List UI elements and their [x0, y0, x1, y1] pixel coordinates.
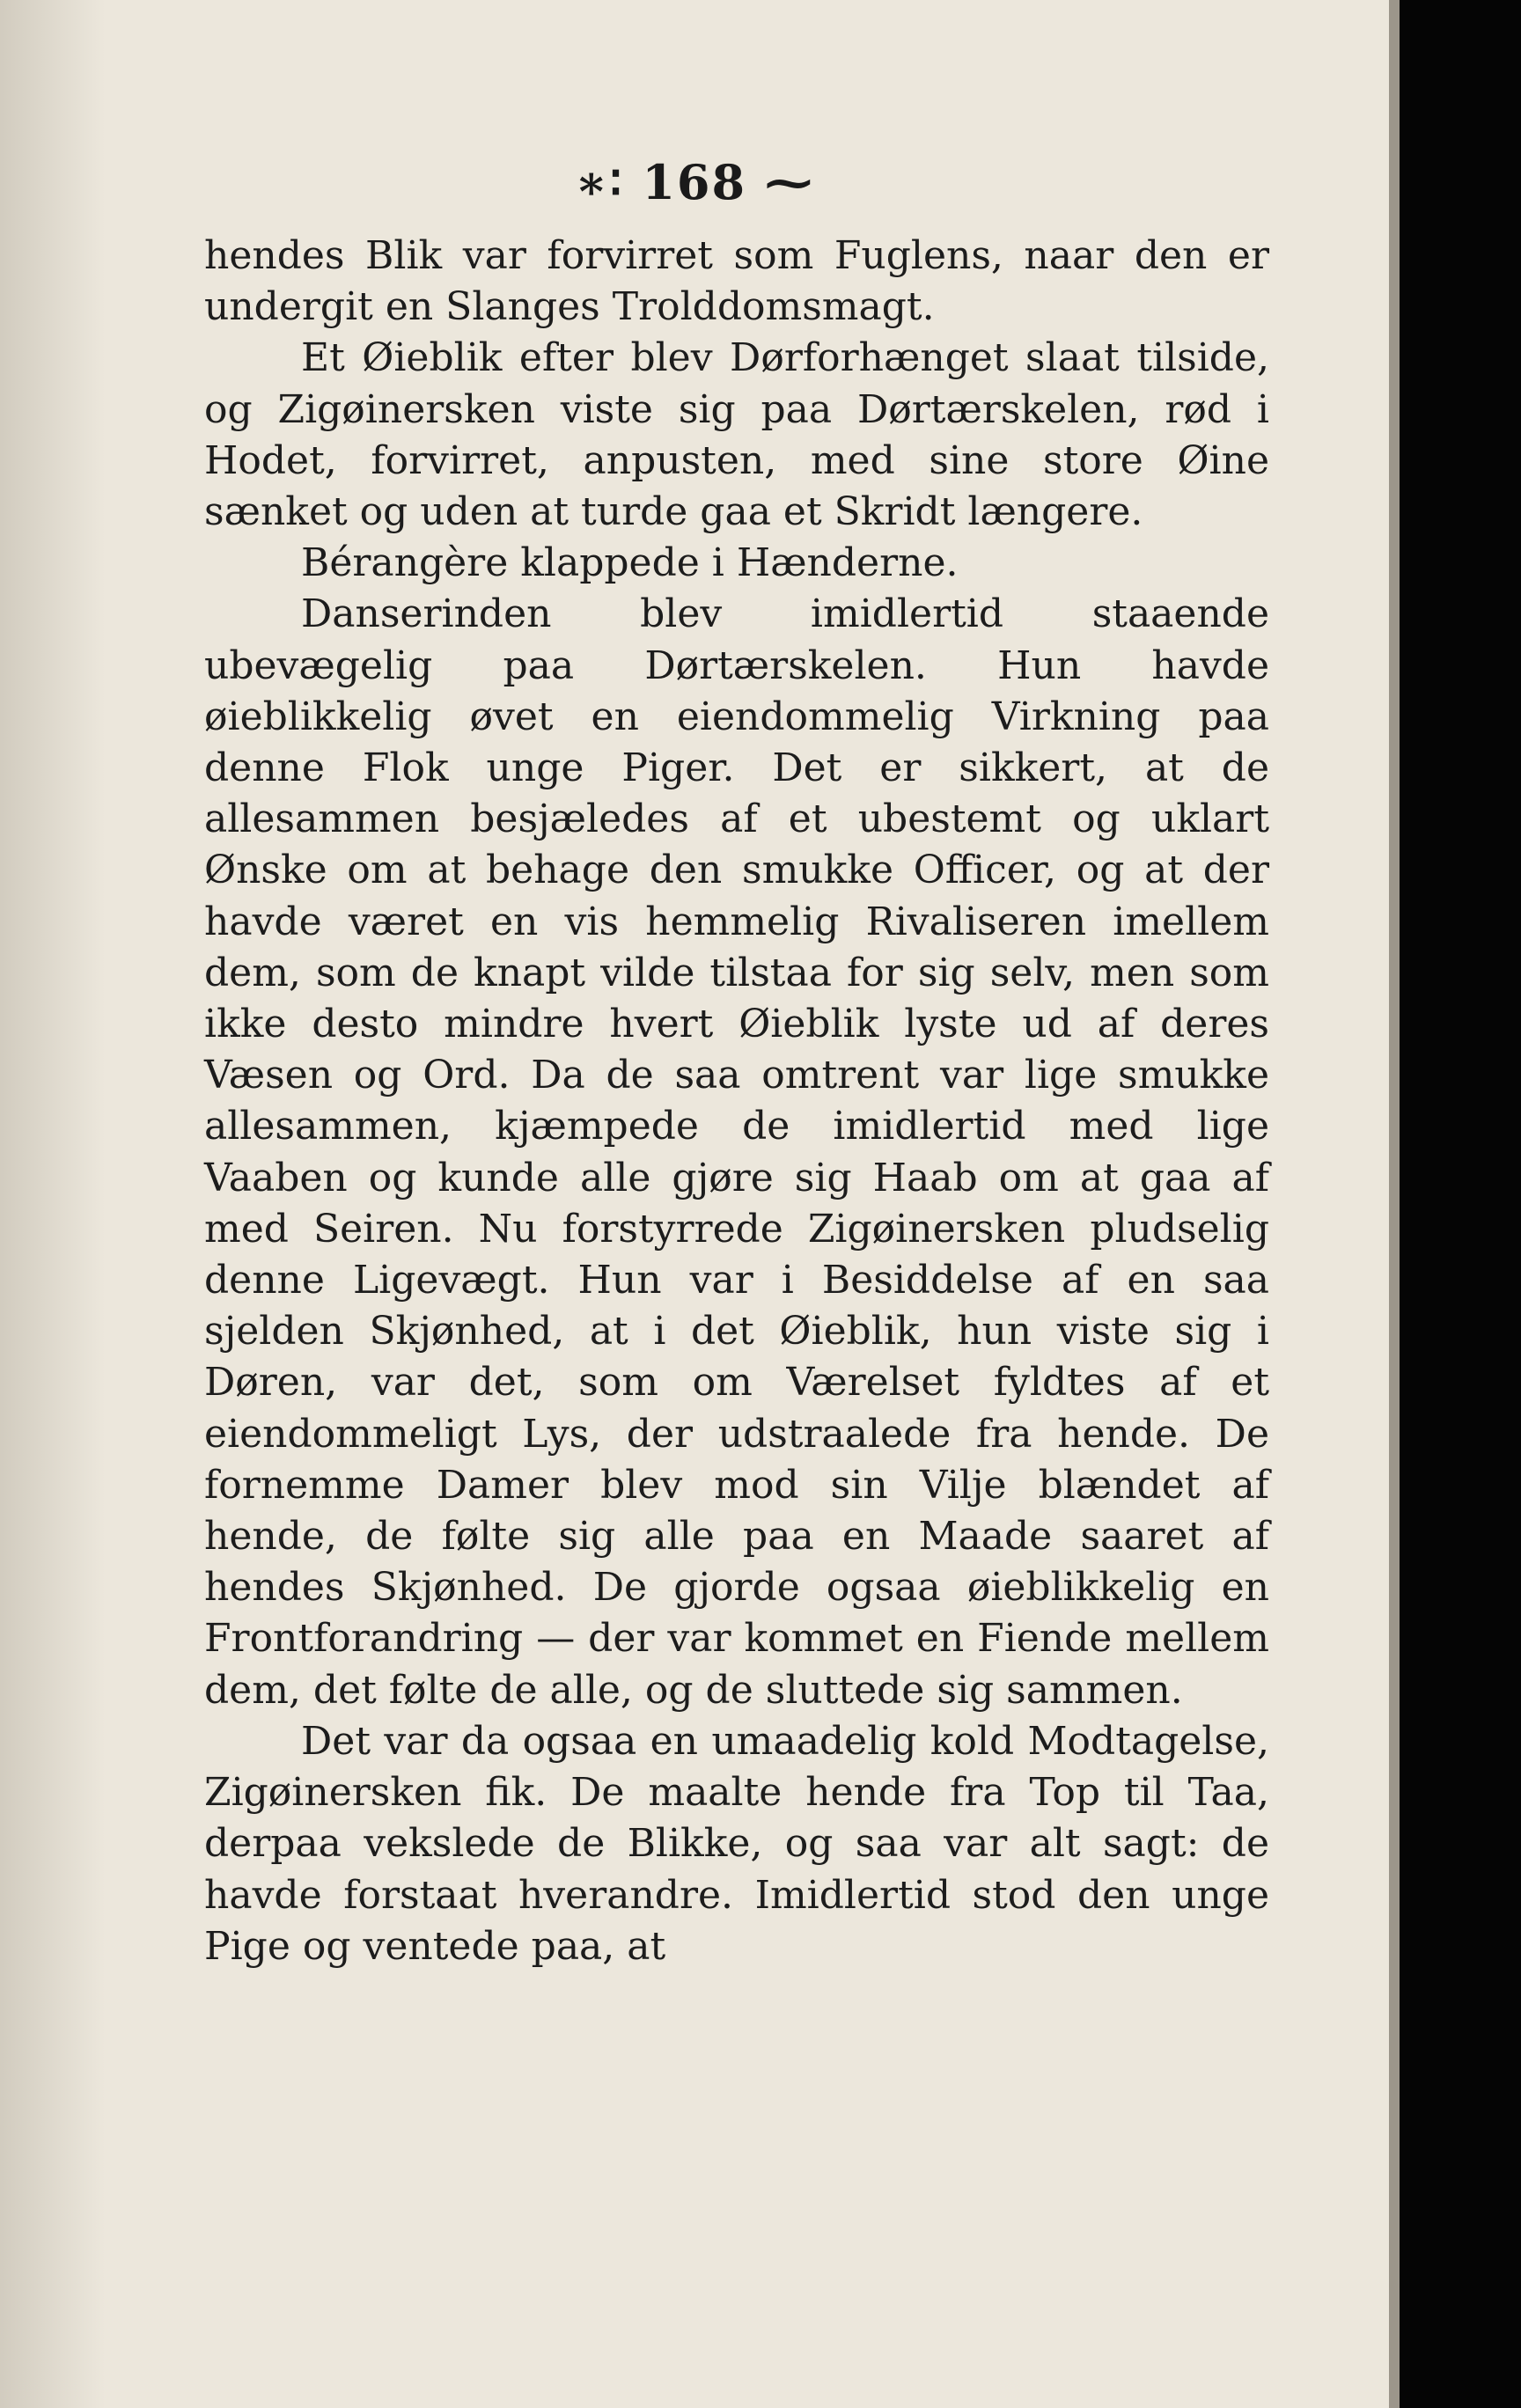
paragraph: Bérangère klappede i Hænderne.	[301, 540, 959, 586]
paragraph: Et Øieblik efter blev Dørforhænget slaat tilside, og Zigøinersken viste sig paa Dørtærskelen, rød i Hodet, forvirret, anpusten, med sine store Øine sænket og uden at turde gaa et Skridt længere.	[204, 335, 1269, 535]
paragraph: Det var da ogsaa en umaadelig kold Modtagelse, Zigøinersken fik. De maalte hende fra Top til Taa, derpaa vekslede de Blikke, og saa var alt sagt: de havde forstaat hverandre. Imidlertid stod den unge Pige og ventede paa, at	[204, 1718, 1269, 1969]
page-number-value: 168	[642, 154, 747, 210]
page-edge	[1389, 0, 1400, 2408]
page-number-left-ornament: ∗∶	[575, 154, 643, 210]
page-number-right-ornament: ⁓	[746, 154, 814, 210]
page-shading	[0, 0, 106, 2408]
paragraph-continuation: hendes Blik var forvirret som Fuglens, naar den er undergit en Slanges Trolddomsmagt.	[204, 233, 1269, 330]
page-number	[0, 154, 1389, 210]
body-text	[204, 231, 1269, 1972]
paragraph: Danserinden blev imidlertid staaende ubevægelig paa Dørtærskelen. Hun havde øieblikkelig øvet en eiendommelig Virkning paa denne Flok unge Piger. Det er sikkert, at de allesammen besjæledes af et ubestemt og uklart Ønske om at behage den smukke Officer, og at der havde været en vis hemmelig Rivaliseren imellem dem, som de knapt vilde tilstaa for sig selv, men som ikke desto mindre hvert Øieblik lyste ud af deres Væsen og Ord. Da de saa omtrent var lige smukke allesammen, kjæmpede de imidlertid med lige Vaaben og kunde alle gjøre sig Haab om at gaa af med Seiren. Nu forstyrrede Zigøinersken pludselig denne Ligevægt. Hun var i Besiddelse af en saa sjelden Skjønhed, at i det Øieblik, hun viste sig i Døren, var det, som om Værelset fyldtes af et eiendommeligt Lys, der udstraalede fra hende. De fornemme Damer blev mod sin Vilje blændet af hende, de følte sig alle paa en Maade saaret af hendes Skjønhed. De gjorde ogsaa øieblikkelig en Frontforandring — der var kommet en Fiende mellem dem, det følte de alle, og de sluttede sig sammen.	[204, 591, 1269, 1713]
scan-background	[1400, 0, 1521, 2408]
